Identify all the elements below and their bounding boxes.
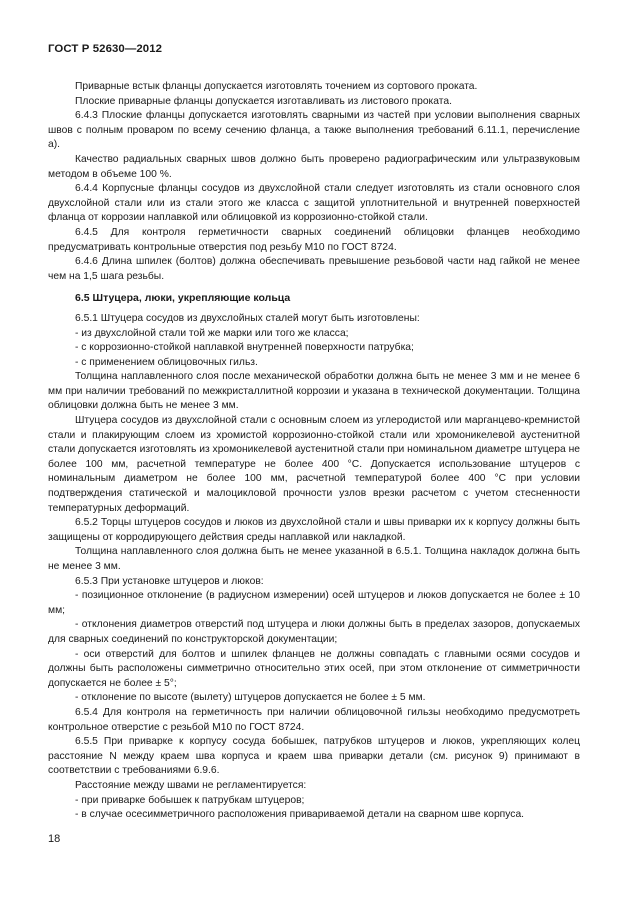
document-body — [48, 80, 580, 823]
paragraph: Приварные встык фланцы допускается изготовлять точением из сортового проката. — [75, 81, 478, 92]
paragraph: Качество радиальных сварных швов должно быть проверено радиографическим или ультразвуковым методом в объеме 100 %. — [48, 153, 580, 180]
paragraph: Плоские приварные фланцы допускается изготавливать из листового проката. — [75, 95, 452, 107]
document-header: ГОСТ Р 52630—2012 — [48, 43, 163, 55]
paragraph: 6.4.6 Длина шпилек (болтов) должна обеспечивать превышение резьбовой части над гайкой не менее чем на 1,5 шага резьбы. — [48, 256, 580, 282]
paragraph: - с коррозионно-стойкой наплавкой внутренней поверхности патрубка; — [75, 342, 414, 354]
paragraph: - из двухслойной стали той же марки или того же класса; — [75, 327, 349, 339]
paragraph: Штуцера сосудов из двухслойной стали с основным слоем из углеродистой или марганцево-кремнистой стали и плакирующим слоем из хромистой коррозионно-стойкой стали или хромоникелевой аустенитной стали допускается изготовлять из хромоникелевой аустенитной стали при номинальном диаметре штуцера не более 100 мм, расчетной температуре не более 400 °С. Допускается использование штуцеров с номинальным диаметром не более 100 мм, расчетной температурой более 400 °С при условии подтверждения статической и малоцикловой прочности узлов врезки расчетом с учетом стесненности температурных деформаций. — [48, 415, 580, 514]
paragraph: 6.4.5 Для контроля герметичности сварных соединений облицовки фланцев необходимо предусматривать контрольные отверстия под резьбу М10 по ГОСТ 8724. — [48, 226, 580, 253]
paragraph: - с применением облицовочных гильз. — [75, 356, 258, 368]
paragraph: - отклонение по высоте (вылету) штуцеров допускается не более ± 5 мм. — [75, 692, 426, 704]
paragraph: 6.5.4 Для контроля на герметичность при наличии облицовочной гильзы необходимо предусмотреть контрольное отверстие с резьбой М10 по ГОСТ 8724. — [48, 706, 580, 733]
paragraph: Толщина наплавленного слоя должна быть не менее указанной в 6.5.1. Толщина накладок должна быть не менее 3 мм. — [48, 546, 580, 572]
paragraph: 6.5.5 При приварке к корпусу сосуда бобышек, патрубков штуцеров и люков, укрепляющих колец расстояние N между краем шва корпуса и краем шва приварки детали (см. рисунок 9) принимают в соответствии с требованиями 6.9.6. — [48, 736, 580, 777]
section-heading: 6.5 Штуцера, люки, укрепляющие кольца — [75, 292, 291, 305]
paragraph: 6.4.3 Плоские фланцы допускается изготовлять сварными из частей при условии выполнения сварных швов с полным проваром по всему сечению фланца, а также выполнения требований 6.11.1, перечисление а). — [48, 110, 580, 151]
paragraph: - позиционное отклонение (в радиусном измерении) осей штуцеров и люков допускается не более ± 10 мм; — [48, 590, 580, 616]
page-number: 18 — [48, 833, 61, 845]
paragraph: 6.5.1 Штуцера сосудов из двухслойных сталей могут быть изготовлены: — [75, 312, 420, 324]
paragraph: 6.5.3 При установке штуцеров и люков: — [75, 575, 264, 587]
paragraph: Толщина наплавленного слоя после механической обработки должна быть не менее 3 мм и не менее 6 мм при наличии требований по межкристаллитной коррозии и указана в технической документации. Толщина облицовки должна быть не менее 3 мм. — [48, 371, 580, 412]
paragraph: - отклонения диаметров отверстий под штуцера и люки должны быть в пределах зазоров, допускаемых для сварных соединений по конструкторской документации; — [48, 619, 580, 645]
paragraph: - при приварке бобышек к патрубкам штуцеров; — [75, 794, 305, 806]
paragraph: 6.4.4 Корпусные фланцы сосудов из двухслойной стали следует изготовлять из стали основного слоя двухслойной стали или из стали этого же класса с защитой уплотнительной и внутренней поверхностей фланца от коррозии наплавкой или облицовкой из коррозионно-стойкой стали. — [48, 183, 580, 224]
paragraph: 6.5.2 Торцы штуцеров сосудов и люков из двухслойной стали и швы приварки их к корпусу должны быть защищены от корродирующего действия среды наплавкой или накладкой. — [48, 517, 580, 543]
paragraph: Расстояние между швами не регламентируется: — [75, 779, 307, 791]
paragraph: - в случае осесимметричного расположения привариваемой детали на сварном шве корпуса. — [75, 809, 525, 821]
paragraph: - оси отверстий для болтов и шпилек фланцев не должны совпадать с главными осями сосудов и должны быть расположены симметрично относительно этих осей, при этом отклонение от симметричности допускается не более ± 5°; — [48, 648, 580, 689]
